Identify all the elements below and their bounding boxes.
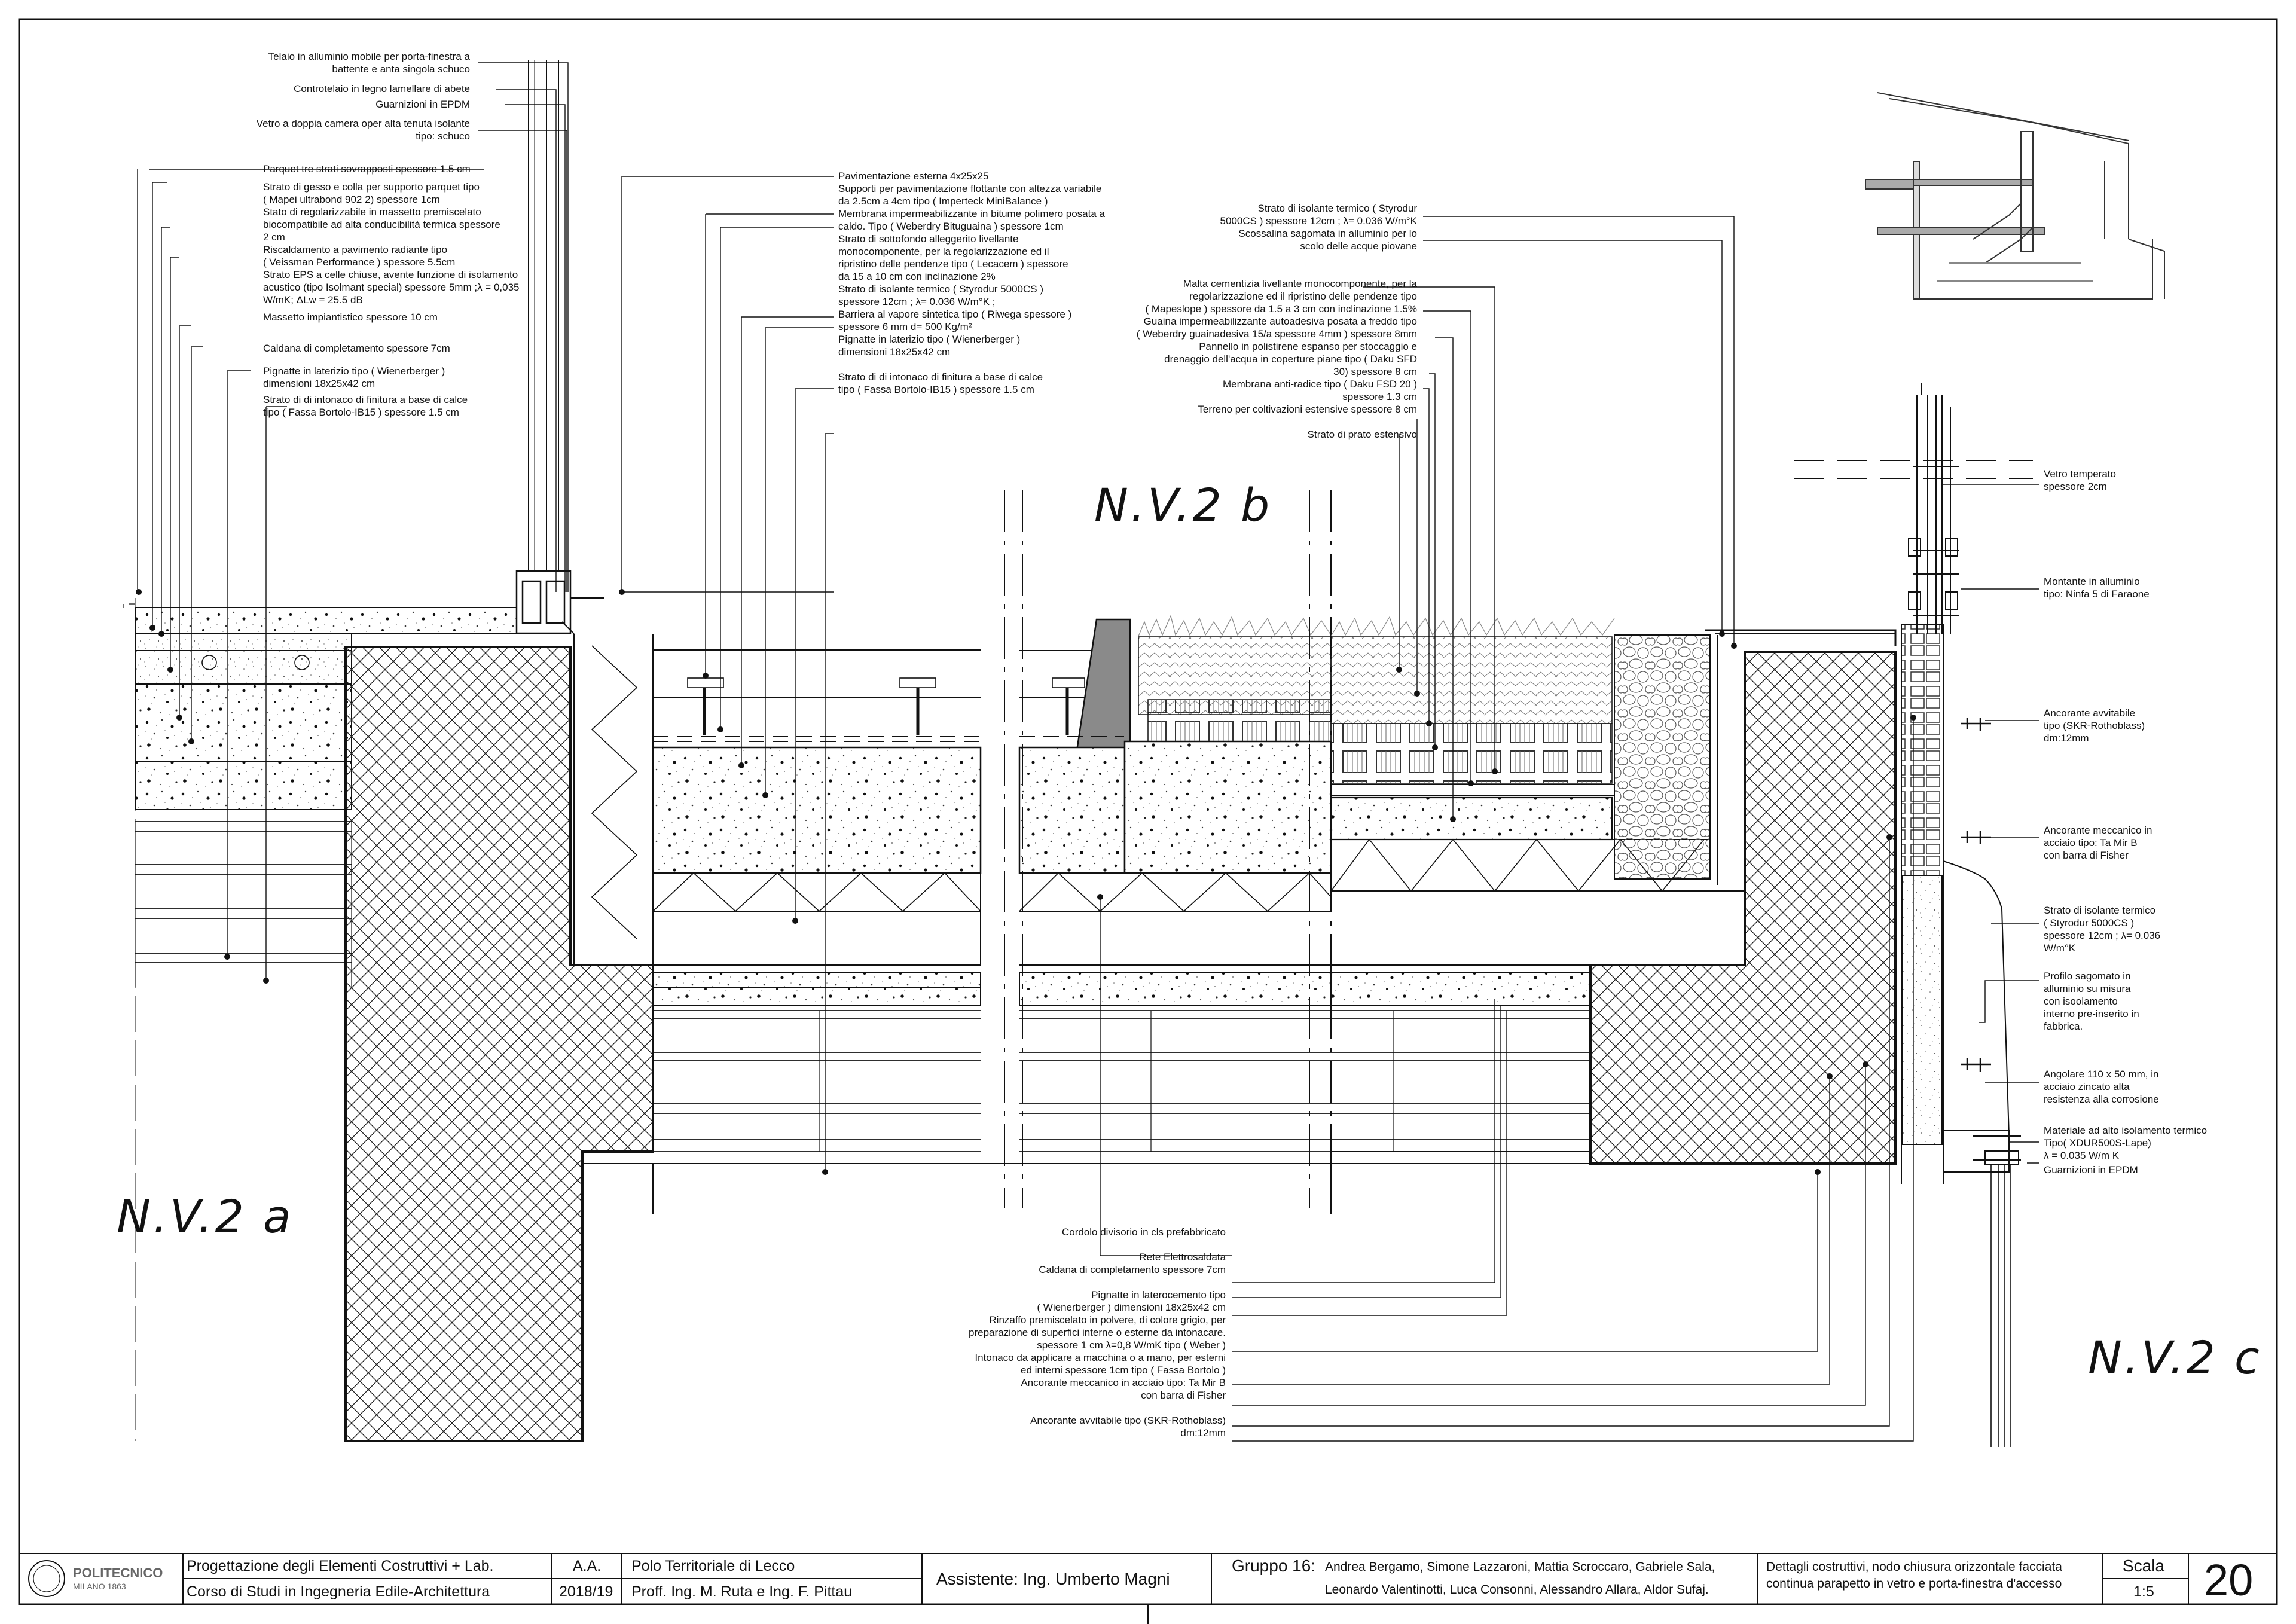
scale-value: 1:5 xyxy=(2133,1583,2154,1600)
section-label-c: N.V.2 c xyxy=(2088,1331,2262,1384)
note-profilo: Profilo sagomato in alluminio su misura con isoolamento interno pre-inserito in fabbrica. xyxy=(2044,970,2139,1032)
sheet-number: 20 xyxy=(2204,1555,2254,1605)
members-line-2: Leonardo Valentinotti, Luca Consonni, Alessandro Allara, Aldor Sufaj. xyxy=(1325,1583,1709,1596)
note-glass: Vetro a doppia camera oper alta tenuta isolante tipo: schuco xyxy=(256,118,470,142)
note-subframe: Controtelaio in legno lamellare di abete xyxy=(294,83,470,94)
description-line-2: continua parapetto in vetro e porta-finestra d'accesso xyxy=(1766,1577,2062,1591)
section-label-a: N.V.2 a xyxy=(117,1190,294,1243)
note-intonaco: Strato di di intonaco di finitura a base di calce tipo ( Fassa Bortolo-IB15 ) spessore 1.5 cm xyxy=(263,394,468,418)
section-label-b: N.V.2 b xyxy=(1094,478,1272,532)
notes-green-roof: Strato di isolante termico ( Styrodur 5000CS ) spessore 12cm ; λ= 0.036 W/m°K Scossalina sagomata in alluminio per lo scolo delle acque piovane Malta cementizia livellante monocomponente, per la regolarizzazione ed il ripristino delle pendenze tipo ( Mapeslope ) spessore da 1.5 a 3 cm con inclinazione 1.5% Guaina impermeabilizzante autoadesiva posata a freddo tipo ( Weberdry guainadesiva 15/a spessore 4mm ) spessore 8mm Pannello in polistirene espanso per stoccaggio e drenaggio dell'acqua in coperture piane tipo ( Daku SFD 30) spessore 8 cm Membrana anti-radice tipo ( Daku FSD 20 ) spessore 1.3 cm Terreno per coltivazioni estensive spessore 8 cm Strato di prato estensivo xyxy=(1136,203,1417,440)
assistant: Assistente: Ing. Umberto Magni xyxy=(936,1570,1170,1588)
note-pignatte: Pignatte in laterizio tipo ( Wienerberger ) dimensioni 18x25x42 cm xyxy=(263,365,445,389)
aa-label: A.A. xyxy=(573,1558,602,1574)
notes-slab-bottom: Cordolo divisorio in cls prefabbricato Rete Elettrosaldata Caldana di completamento spessore 7cm Pignatte in laterocemento tipo ( Wienerberger ) dimensioni 18x25x42 cm Rinzaffo premiscelato in polvere, di colore grigio, per preparazione di superfici interne o esterne da intonacare. spessore 1 cm λ=0,8 W/mK tipo ( Weber ) Intonaco da applicare a macchina o a mano, per esterni ed interni spessore 1cm tipo ( Fassa Bortolo ) Ancorante meccanico in acciaio tipo: Ta Mir B con barra di Fisher Ancorante avvitabile tipo (SKR-Rothoblass) dm:12mm xyxy=(969,1226,1226,1439)
logo-name: POLITECNICO xyxy=(73,1565,163,1580)
members-line-1: Andrea Bergamo, Simone Lazzaroni, Mattia Scroccaro, Gabriele Sala, xyxy=(1325,1560,1715,1574)
aa-value: 2018/19 xyxy=(559,1583,613,1600)
note-gaskets: Guarnizioni in EPDM xyxy=(375,99,470,110)
note-montante: Montante in alluminio tipo: Ninfa 5 di Faraone xyxy=(2044,576,2150,600)
scale-label: Scala xyxy=(2123,1556,2165,1575)
note-materiale: Materiale ad alto isolamento termico Tipo( XDUR500S-Lape) λ = 0.035 W/m K xyxy=(2044,1125,2208,1161)
lower-outline xyxy=(582,1152,1590,1214)
degree-name: Corso di Studi in Ingegneria Edile-Architettura xyxy=(187,1583,490,1600)
terrace-middle xyxy=(1019,616,1331,1152)
note-parquet: Parquet tre strati sovrapposti spessore 1.5 cm xyxy=(263,163,471,175)
note-ancorante-meccanico: Ancorante meccanico in acciaio tipo: Ta Mir B con barra di Fisher xyxy=(2044,825,2152,861)
structural-beam-left xyxy=(346,647,653,1441)
description-line-1: Dettagli costruttivi, nodo chiusura orizzontale facciata xyxy=(1766,1560,2062,1574)
door-frame xyxy=(517,60,604,634)
logo-subtitle: MILANO 1863 xyxy=(73,1582,126,1591)
professors: Proff. Ing. M. Ruta e Ing. F. Pittau xyxy=(631,1583,853,1600)
note-angolare: Angolare 110 x 50 mm, in acciaio zincato alta resistenza alla corrosione xyxy=(2044,1069,2159,1105)
note-ancorante-avvitabile: Ancorante avvitabile tipo (SKR-Rothoblass) dm:12mm xyxy=(2044,707,2145,744)
site-name: Polo Territoriale di Lecco xyxy=(631,1558,795,1574)
course-name: Progettazione degli Elementi Costruttivi + Lab. xyxy=(187,1558,494,1574)
note-vetro: Vetro temperato spessore 2cm xyxy=(2044,468,2116,492)
note-caldana: Caldana di completamento spessore 7cm xyxy=(263,343,450,354)
note-frame: Telaio in alluminio mobile per porta-finestra a battente e anta singola schuco xyxy=(268,51,470,75)
note-isolante: Strato di isolante termico ( Styrodur 5000CS ) spessore 12cm ; λ= 0.036 W/m°K xyxy=(2044,905,2161,954)
notes-terrace: Pavimentazione esterna 4x25x25 Supporti per pavimentazione flottante con altezza variabile da 2.5cm a 4cm tipo ( Imperteck MiniBalance ) Membrana impermeabilizzante in bitume polimero posata a caldo. Tipo ( Weberdry Bituguaina ) spessore 1cm Strato di sottofondo alleggerito livellante monocomponente, per la regolarizzazione ed il ripristino delle pendenze tipo ( Lecacem ) spessore da 15 a 10 cm con inclinazione 2% Strato di isolante termico ( Styrodur 5000CS ) spessore 12cm ; λ= 0.036 W/m°K ; Barriera al vapore sintetica tipo ( Riwega spessore ) spessore 6 mm d= 500 Kg/m² Pignatte in laterizio tipo ( Wienerberger ) dimensioni 18x25x42 cm Strato di di intonaco di finitura a base di calce tipo ( Fassa Bortolo-IB15 ) spessore 1.5 cm xyxy=(838,170,1105,395)
note-floor-layers: Strato di gesso e colla per supporto parquet tipo ( Mapei ultrabond 902 2) spessore 1cm Stato di regolarizzabile in massetto premiscelato biocompatibile ad alta conducibilità termica spessore 2 cm Riscaldamento a pavimento radiante tipo ( Veissman Performance ) spessore 5.5cm Strato EPS a celle chiuse, avente funzione di isolamento acustico (tipo Isolmant special) spessore 5mm ;λ = 0,035 W/mK; ΔLw = 25.5 dB Massetto impiantistico spessore 10 cm xyxy=(263,181,520,323)
key-plan xyxy=(1866,93,2164,299)
note-guarnizioni-right: Guarnizioni in EPDM xyxy=(2044,1164,2138,1176)
group-label: Gruppo 16: xyxy=(1232,1556,1316,1575)
